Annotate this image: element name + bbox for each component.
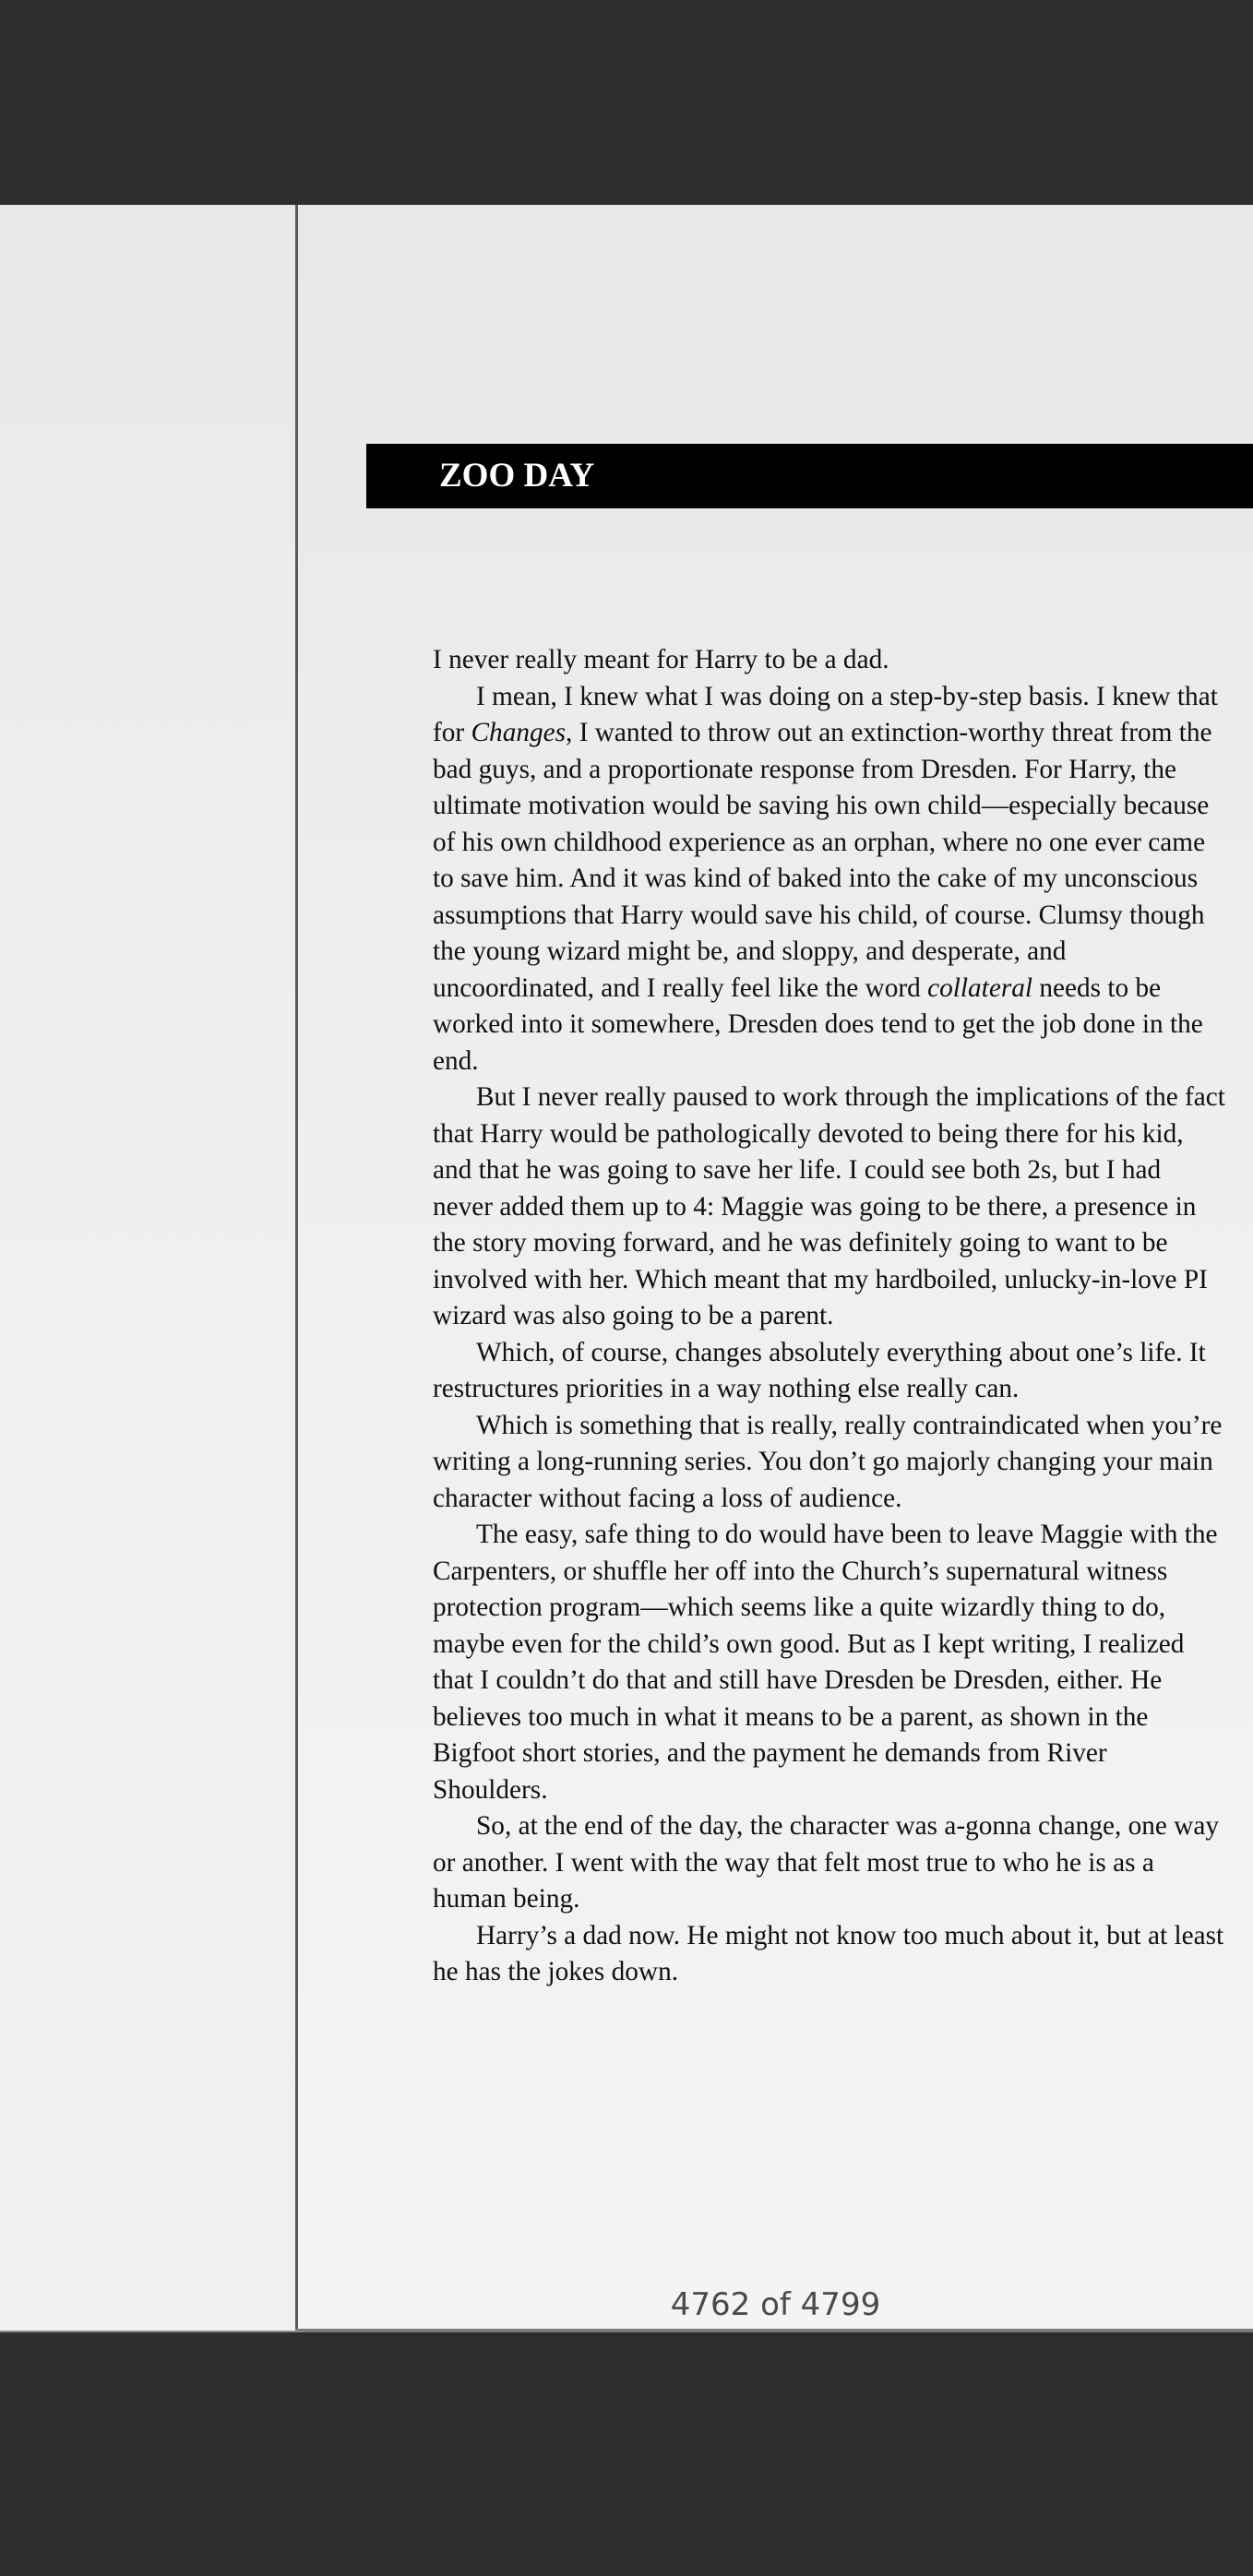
ghost-line <box>0 824 226 861</box>
ghost-line <box>0 678 226 715</box>
ghost-line <box>0 423 226 460</box>
paragraph: So, at the end of the day, the character was a-gonna change, one way or another. I went with the way that felt most true to who he is as a human being. <box>433 1811 1220 1914</box>
paragraph-text: needs to be worked into it somewhere, Dresden does tend to get the job done in the end. <box>433 972 1203 1076</box>
ghost-line <box>0 970 226 1007</box>
paragraph: But I never really paused to work through the implications of the fact that Harry would be pathologically devoted to being there for his kid, and that he was going to save her life. I could see both 2s, but I had never added them up to 4: Maggie was going to be there, a presence in the story moving forward, and he was definitely going to want to be involved with her. Which meant that my hardboiled, unlucky-in-love PI wizard was also going to be a parent. <box>433 1082 1225 1330</box>
paragraph: Which, of course, changes absolutely everything about one’s life. It restructures priorities in a way nothing else really can. <box>433 1337 1206 1403</box>
ghost-line <box>0 605 226 642</box>
ghost-line <box>0 532 226 569</box>
ghost-line <box>0 788 226 825</box>
emphasis-italic: collateral <box>927 972 1033 1003</box>
ghost-line <box>0 314 226 351</box>
ghost-line <box>0 569 226 606</box>
page-body <box>433 642 1226 1991</box>
ghost-line <box>0 861 226 898</box>
ghost-line <box>0 715 226 752</box>
ghost-line <box>0 1079 226 1116</box>
chapter-title: ZOO DAY <box>439 457 595 495</box>
paragraph: The easy, safe thing to do would have been to leave Maggie with the Carpenters, or shuffle her off into the Church’s supernatural witness protection program—which seems like a quite wizardly thing to do, maybe even for the child’s own good. But as I kept writing, I realized that I couldn’t do that and still have Dresden be Dresden, either. He believes too much in what it means to be a parent, as shown in the Bigfoot short stories, and the payment he demands from River Shoulders. <box>433 1520 1218 1805</box>
ghost-line <box>0 934 226 971</box>
paragraph: Which is something that is really, really contraindicated when you’re writing a long-running series. You don’t go majorly changing your main character without facing a loss of audience. <box>433 1410 1223 1513</box>
ghost-line <box>0 751 226 788</box>
previous-page-text <box>0 314 226 1188</box>
paragraph: I never really meant for Harry to be a dad. <box>433 645 889 674</box>
ghost-line <box>0 1007 226 1044</box>
ghost-line <box>0 1152 226 1189</box>
ghost-line <box>0 459 226 496</box>
paragraph-text: I mean, I knew what I was doing on a step-by-step basis. I knew that for <box>433 681 1218 747</box>
top-bar <box>0 0 1253 205</box>
ghost-line <box>0 351 226 388</box>
paragraph <box>433 679 1226 1080</box>
book-title-italic: Changes <box>471 718 567 747</box>
ghost-line <box>0 496 226 533</box>
current-page[interactable] <box>298 205 1253 2331</box>
ghost-line <box>0 897 226 934</box>
book-reader <box>0 205 1253 2332</box>
previous-page-bleedthrough <box>0 205 295 2332</box>
bottom-bar <box>0 2332 1253 2576</box>
page-indicator: 4762 of 4799 <box>670 2286 881 2323</box>
ghost-line <box>0 1115 226 1152</box>
paragraph-text: , I wanted to throw out an extinction-worthy threat from the bad guys, and a proportionate response from Dresden. For Harry, the ultimate motivation would be saving his own child—especially because of his own childhood experience as an orphan, where no one ever came to save him. And it was kind of baked into the cake of my unconscious assumptions that Harry would save his child, of course. Clumsy though the young wizard might be, and sloppy, and desperate, and uncoordinated, and I really feel like the word <box>433 718 1212 1003</box>
ghost-line <box>0 1043 226 1079</box>
paragraph: Harry’s a dad now. He might not know too much about it, but at least he has the jokes down. <box>433 1920 1224 1986</box>
ghost-line <box>0 642 226 679</box>
chapter-banner <box>366 444 1253 508</box>
ghost-line <box>0 387 226 423</box>
